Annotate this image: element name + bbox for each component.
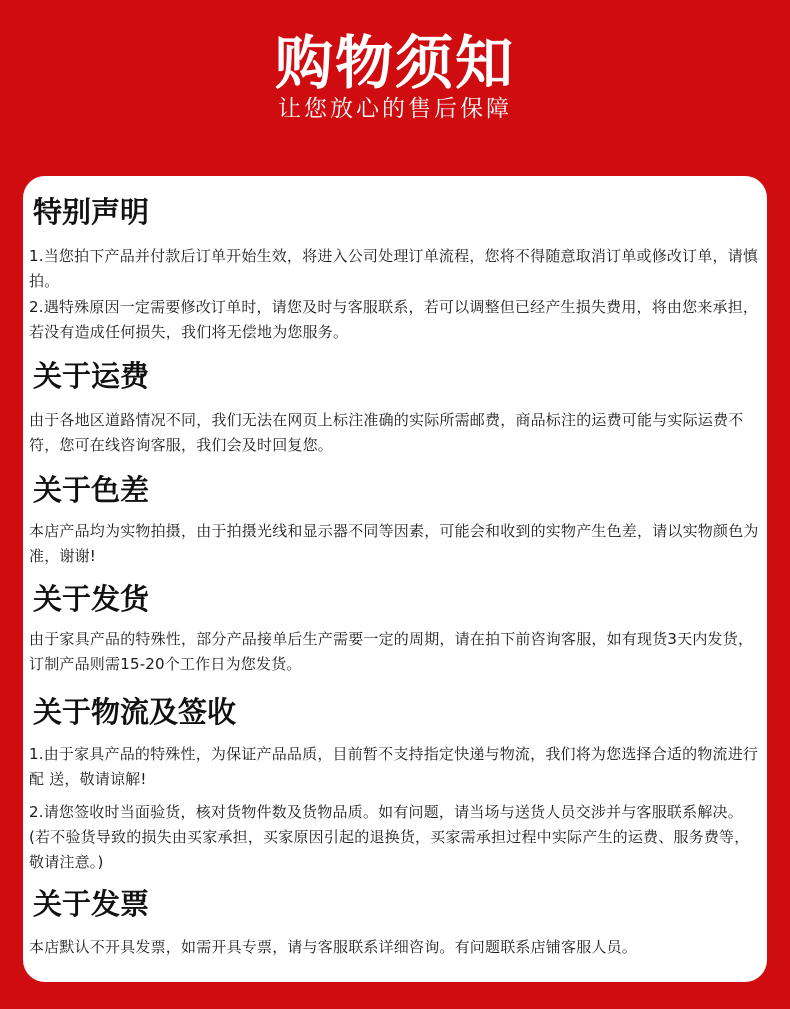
section-heading-invoice: 关于发票: [33, 887, 150, 921]
section-heading-logistics-signing: 关于物流及签收: [33, 695, 237, 729]
section-heading-shipping-fee: 关于运费: [33, 359, 150, 393]
section-paragraph: 本店产品均为实物拍摄，由于拍摄光线和显示器不同等因素，可能会和收到的实物产生色差，请以实物颜色为准，谢谢!: [29, 522, 759, 565]
page-title: 购物须知: [274, 29, 515, 97]
section-heading-delivery: 关于发货: [33, 582, 150, 616]
section-heading-color-difference: 关于色差: [33, 473, 150, 507]
section-paragraph: 由于家具产品的特殊性，部分产品接单后生产需要一定的周期，请在拍下前咨询客服，如有现货3天内发货，订制产品则需15-20个工作日为您发货。: [29, 630, 754, 673]
section-heading-special-statement: 特别声明: [33, 195, 150, 229]
notice-card: [23, 176, 767, 982]
page-header: [0, 0, 790, 175]
section-paragraph: 2.遇特殊原因一定需要修改订单时，请您及时与客服联系，若可以调整但已经产生损失费用，将由您来承担，若没有造成任何损失，我们将无偿地为您服务。: [29, 298, 759, 341]
section-paragraph: 2.请您签收时当面验货，核对货物件数及货物品质。如有问题，请当场与送货人员交涉并与客服联系解决。(若不验货导致的损失由买家承担，买家原因引起的退换货，买家需承担过程中实际产生的运费、服务费等，敬请注意。): [29, 803, 750, 871]
section-paragraph: 本店默认不开具发票，如需开具专票，请与客服联系详细咨询。有问题联系店铺客服人员。: [29, 938, 638, 956]
section-paragraph: 1.当您拍下产品并付款后订单开始生效，将进入公司处理订单流程，您将不得随意取消订单或修改订单，请慎拍。: [29, 247, 759, 290]
page-subtitle: 让您放心的售后保障: [278, 96, 512, 122]
section-paragraph: 1.由于家具产品的特殊性，为保证产品品质，目前暂不支持指定快递与物流，我们将为您选择合适的物流进行配 送，敬请谅解!: [29, 745, 759, 788]
section-paragraph: 由于各地区道路情况不同，我们无法在网页上标注准确的实际所需邮费，商品标注的运费可能与实际运费不符，您可在线咨询客服，我们会及时回复您。: [29, 411, 744, 454]
